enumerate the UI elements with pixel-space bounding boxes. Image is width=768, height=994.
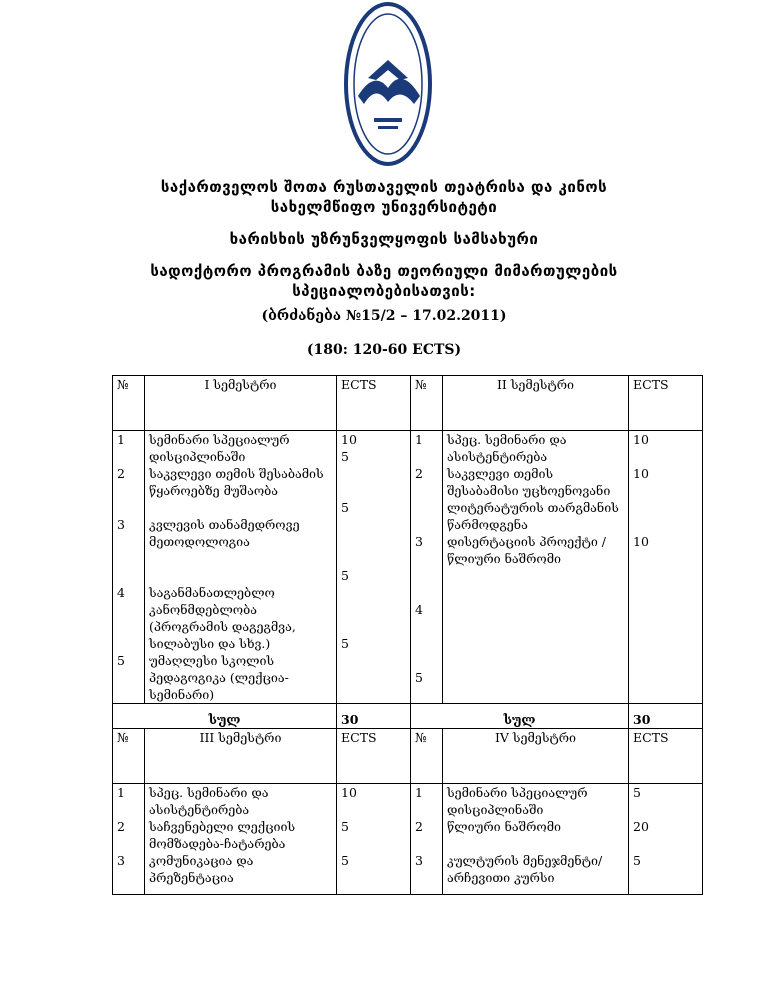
course-ects: 10	[341, 432, 357, 447]
course-ects: 5	[341, 819, 349, 834]
total-label: სულ	[411, 704, 629, 729]
university-name-line1: საქართველოს შოთა რუსთაველის თეატრისა და კინოს	[160, 178, 608, 196]
semester-2-header: II სემესტრი	[443, 376, 629, 431]
curriculum-table	[112, 375, 703, 895]
course-ects: 20	[633, 819, 649, 834]
col-number-header: №	[113, 729, 145, 784]
course-ects: 5	[633, 853, 641, 868]
course-name: სემინარი სპეციალურ დისციპლინაში	[447, 785, 588, 817]
course-name: სემინარი სპეციალურ დისციპლინაში	[149, 432, 290, 464]
row-number: 3	[117, 853, 125, 868]
university-logo	[334, 0, 442, 168]
course-ects: 5	[341, 853, 349, 868]
row-number: 2	[415, 466, 423, 481]
table-row	[113, 431, 703, 704]
row-number: 3	[117, 517, 125, 532]
university-name-line2: სახელმწიფო უნივერსიტეტი	[270, 198, 498, 216]
row-number: 1	[415, 785, 423, 800]
row-number: 3	[415, 534, 423, 549]
program-title-line2: სპეციალობებისათვის:	[292, 282, 476, 300]
course-ects: 5	[341, 449, 349, 464]
col-ects-header: ECTS	[629, 376, 703, 431]
course-name: საჩვენებელი ლექციის მომზადება-ჩატარება	[149, 819, 296, 851]
course-ects: 10	[633, 534, 649, 549]
row-number: 3	[415, 853, 423, 868]
row-number: 1	[415, 432, 423, 447]
row-number: 2	[415, 819, 423, 834]
col-ects-header: ECTS	[337, 376, 411, 431]
course-ects: 10	[633, 432, 649, 447]
semester-header-row	[113, 376, 703, 431]
course-name: საგანმანათლებლო კანონმდებლობა (პროგრამის დაგეგმვა, სილაბუსი და სხვ.)	[149, 585, 296, 651]
row-number: 2	[117, 466, 125, 481]
course-ects: 5	[341, 568, 349, 583]
semester-4-header: IV სემესტრი	[443, 729, 629, 784]
semester-3-header: III სემესტრი	[145, 729, 337, 784]
course-ects: 10	[633, 466, 649, 481]
row-number: 5	[117, 653, 125, 668]
row-number: 4	[117, 585, 125, 600]
course-name: წლიური ნაშრომი	[447, 819, 562, 834]
program-title-line1: სადოქტორო პროგრამის ბაზე თეორიული მიმართულების	[150, 262, 618, 280]
semester-header-row	[113, 729, 703, 784]
course-name: უმაღლესი სკოლის პედაგოგიკა (ლექცია-სემინარი)	[149, 653, 289, 702]
course-name: კულტურის მენეჯმენტი/არჩევითი კურსი	[447, 853, 603, 885]
course-name: კვლევის თანამედროვე მეთოდოლოგია	[149, 517, 300, 549]
row-number: 4	[415, 602, 423, 617]
course-ects: 5	[341, 636, 349, 651]
row-number: 1	[117, 785, 125, 800]
course-name: საკვლევი თემის შესაბამისი უცხოენოვანი ლიტერატურის თარგმანის წარმოდგენა	[447, 466, 619, 532]
course-ects: 5	[633, 785, 641, 800]
course-name: დისერტაციის პროექტი / წლიური ნაშრომი	[447, 534, 606, 566]
row-number: 2	[117, 819, 125, 834]
col-ects-header: ECTS	[337, 729, 411, 784]
department-name: ხარისხის უზრუნველყოფის სამსახური	[229, 230, 539, 248]
course-ects: 5	[341, 500, 349, 515]
total-label: სულ	[113, 704, 337, 729]
course-name: საკვლევი თემის შესაბამის წყაროებზე მუშაობა	[149, 466, 324, 498]
col-number-header: №	[411, 376, 443, 431]
table-row	[113, 784, 703, 895]
col-ects-header: ECTS	[629, 729, 703, 784]
course-name: სპეც. სემინარი და ასისტენტირება	[447, 432, 567, 464]
col-number-header: №	[113, 376, 145, 431]
logo-emblem-icon	[346, 4, 430, 164]
col-number-header: №	[411, 729, 443, 784]
course-name: კომუნიკაცია და პრეზენტაცია	[149, 853, 254, 885]
credits-summary: (180: 120-60 ECTS)	[306, 342, 462, 358]
semester-2-total: 30	[629, 704, 703, 729]
row-number: 5	[415, 670, 423, 685]
semester-1-total: 30	[337, 704, 411, 729]
order-reference: (ბრძანება №15/2 – 17.02.2011)	[261, 308, 507, 324]
course-ects: 10	[341, 785, 357, 800]
totals-row	[113, 704, 703, 729]
semester-1-header: I სემესტრი	[145, 376, 337, 431]
row-number: 1	[117, 432, 125, 447]
course-name: სპეც. სემინარი და ასისტენტირება	[149, 785, 269, 817]
